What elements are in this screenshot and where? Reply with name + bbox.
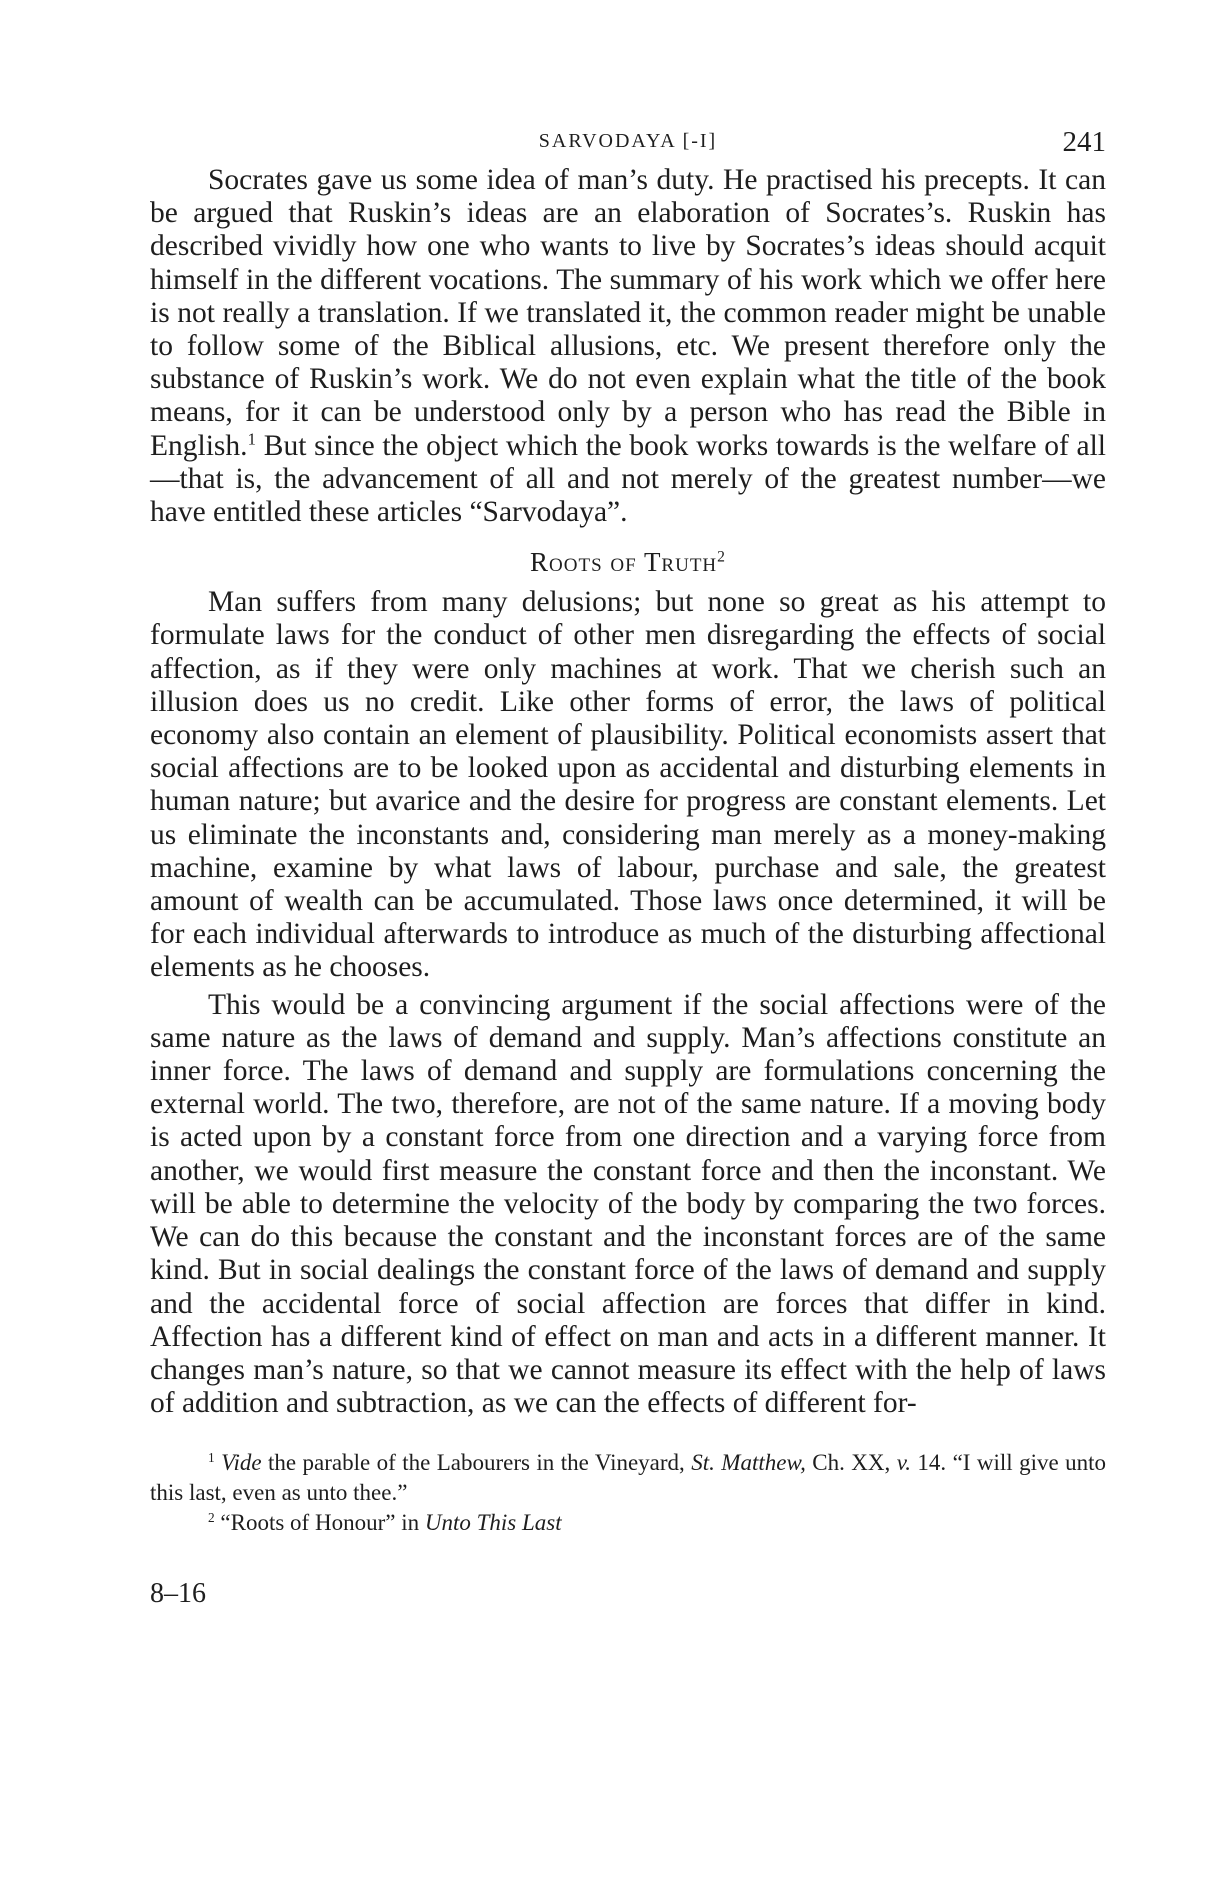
running-title: SARVODAYA [-I] [538,130,718,152]
page-number: 241 [1062,126,1106,158]
intro-text-b: But since the object which the book works towards is the welfare of all—that is, the advancement of all and not merely of the greatest number—we have entitled these articles “Sarvodaya”. [150,429,1106,529]
footnote-2-text: “Roots of Honour” in [214,1510,425,1536]
footnote-1-end: 14. “I will give unto this last, even as unto thee.” [150,1450,1107,1506]
footnote-1 [150,1448,1106,1508]
footnote-ref-1: 1 [247,429,257,449]
footnotes [150,1448,1106,1538]
footnote-1-vide: Vide [221,1450,262,1476]
footnote-1-text: the parable of the Labourers in the Vineyard, [261,1450,692,1476]
paragraph-2: This would be a convincing argument if the social affections were of the same nature as the laws of demand and supply. Man’s affections constitute an inner force. The laws of demand and supply are formulations concerning the external world. The two, therefore, are not of the same nature. If a moving body is acted upon by a constant force from one direction and a varying force from another, we would first measure the constant force and then the inconstant. We will be able to determine the velocity of the body by comparing the two forces. We can do this because the constant and the inconstant forces are of the same kind. But in social dealings the constant force of the laws of demand and supply and the accidental force of social affection are forces that differ in kind. Affection has a different kind of effect on man and acts in a different manner. It changes man’s nature, so that we cannot measure its effect with the help of laws of addition and subtraction, as we can the effects of different for- [150,988,1106,1420]
signature-mark: 8–16 [150,1578,206,1610]
footnote-2 [150,1508,1106,1538]
footnote-2-book: Unto This Last [424,1510,562,1536]
footnote-1-book: St. Matthew, [691,1450,806,1476]
running-head [150,120,1106,164]
footnote-1-verse-label: v. [896,1450,911,1476]
intro-text-a: Socrates gave us some idea of man’s duty. He practised his precepts. It can be argued that Ruskin’s ideas are an elaboration of Socrates’s. Ruskin has described vividly how one who wants to live by Socrates’s ideas should acquit himself in the different vocations. The summary of his work which we offer here is not really a translation. If we translated it, the common reader might be unable to follow some of the Biblical allusions, etc. We present therefore only the substance of Ruskin’s work. We do not even explain what the title of the book means, for it can be understood only by a person who has read the Bible in English. [150,164,1106,462]
section-heading [150,547,1106,578]
footnote-1-chapter: Ch. XX, [805,1450,897,1476]
paragraph-1: Man suffers from many delusions; but none so great as his attempt to formulate laws for the conduct of other men disregarding the effects of social affection, as if they were only machines at work. That we cherish such an illusion does us no credit. Like other forms of error, the laws of political economy also contain an element of plausibility. Political economists assert that social affections are to be looked upon as accidental and disturbing elements in human nature; but avarice and the desire for progress are constant elements. Let us eliminate the inconstants and, considering man merely as a money-making machine, examine by what laws of labour, purchase and sale, the greatest amount of wealth can be accumulated. Those laws once determined, it will be for each individual afterwards to introduce as much of the disturbing affectional elements as he chooses. [150,586,1106,984]
page [150,120,1106,1610]
intro-paragraph [150,164,1106,529]
footnote-ref-2: 2 [717,548,726,566]
footnote-1-number: 1 [208,1450,215,1466]
footnote-2-number: 2 [208,1510,215,1526]
section-title: Roots of Truth [530,547,718,578]
